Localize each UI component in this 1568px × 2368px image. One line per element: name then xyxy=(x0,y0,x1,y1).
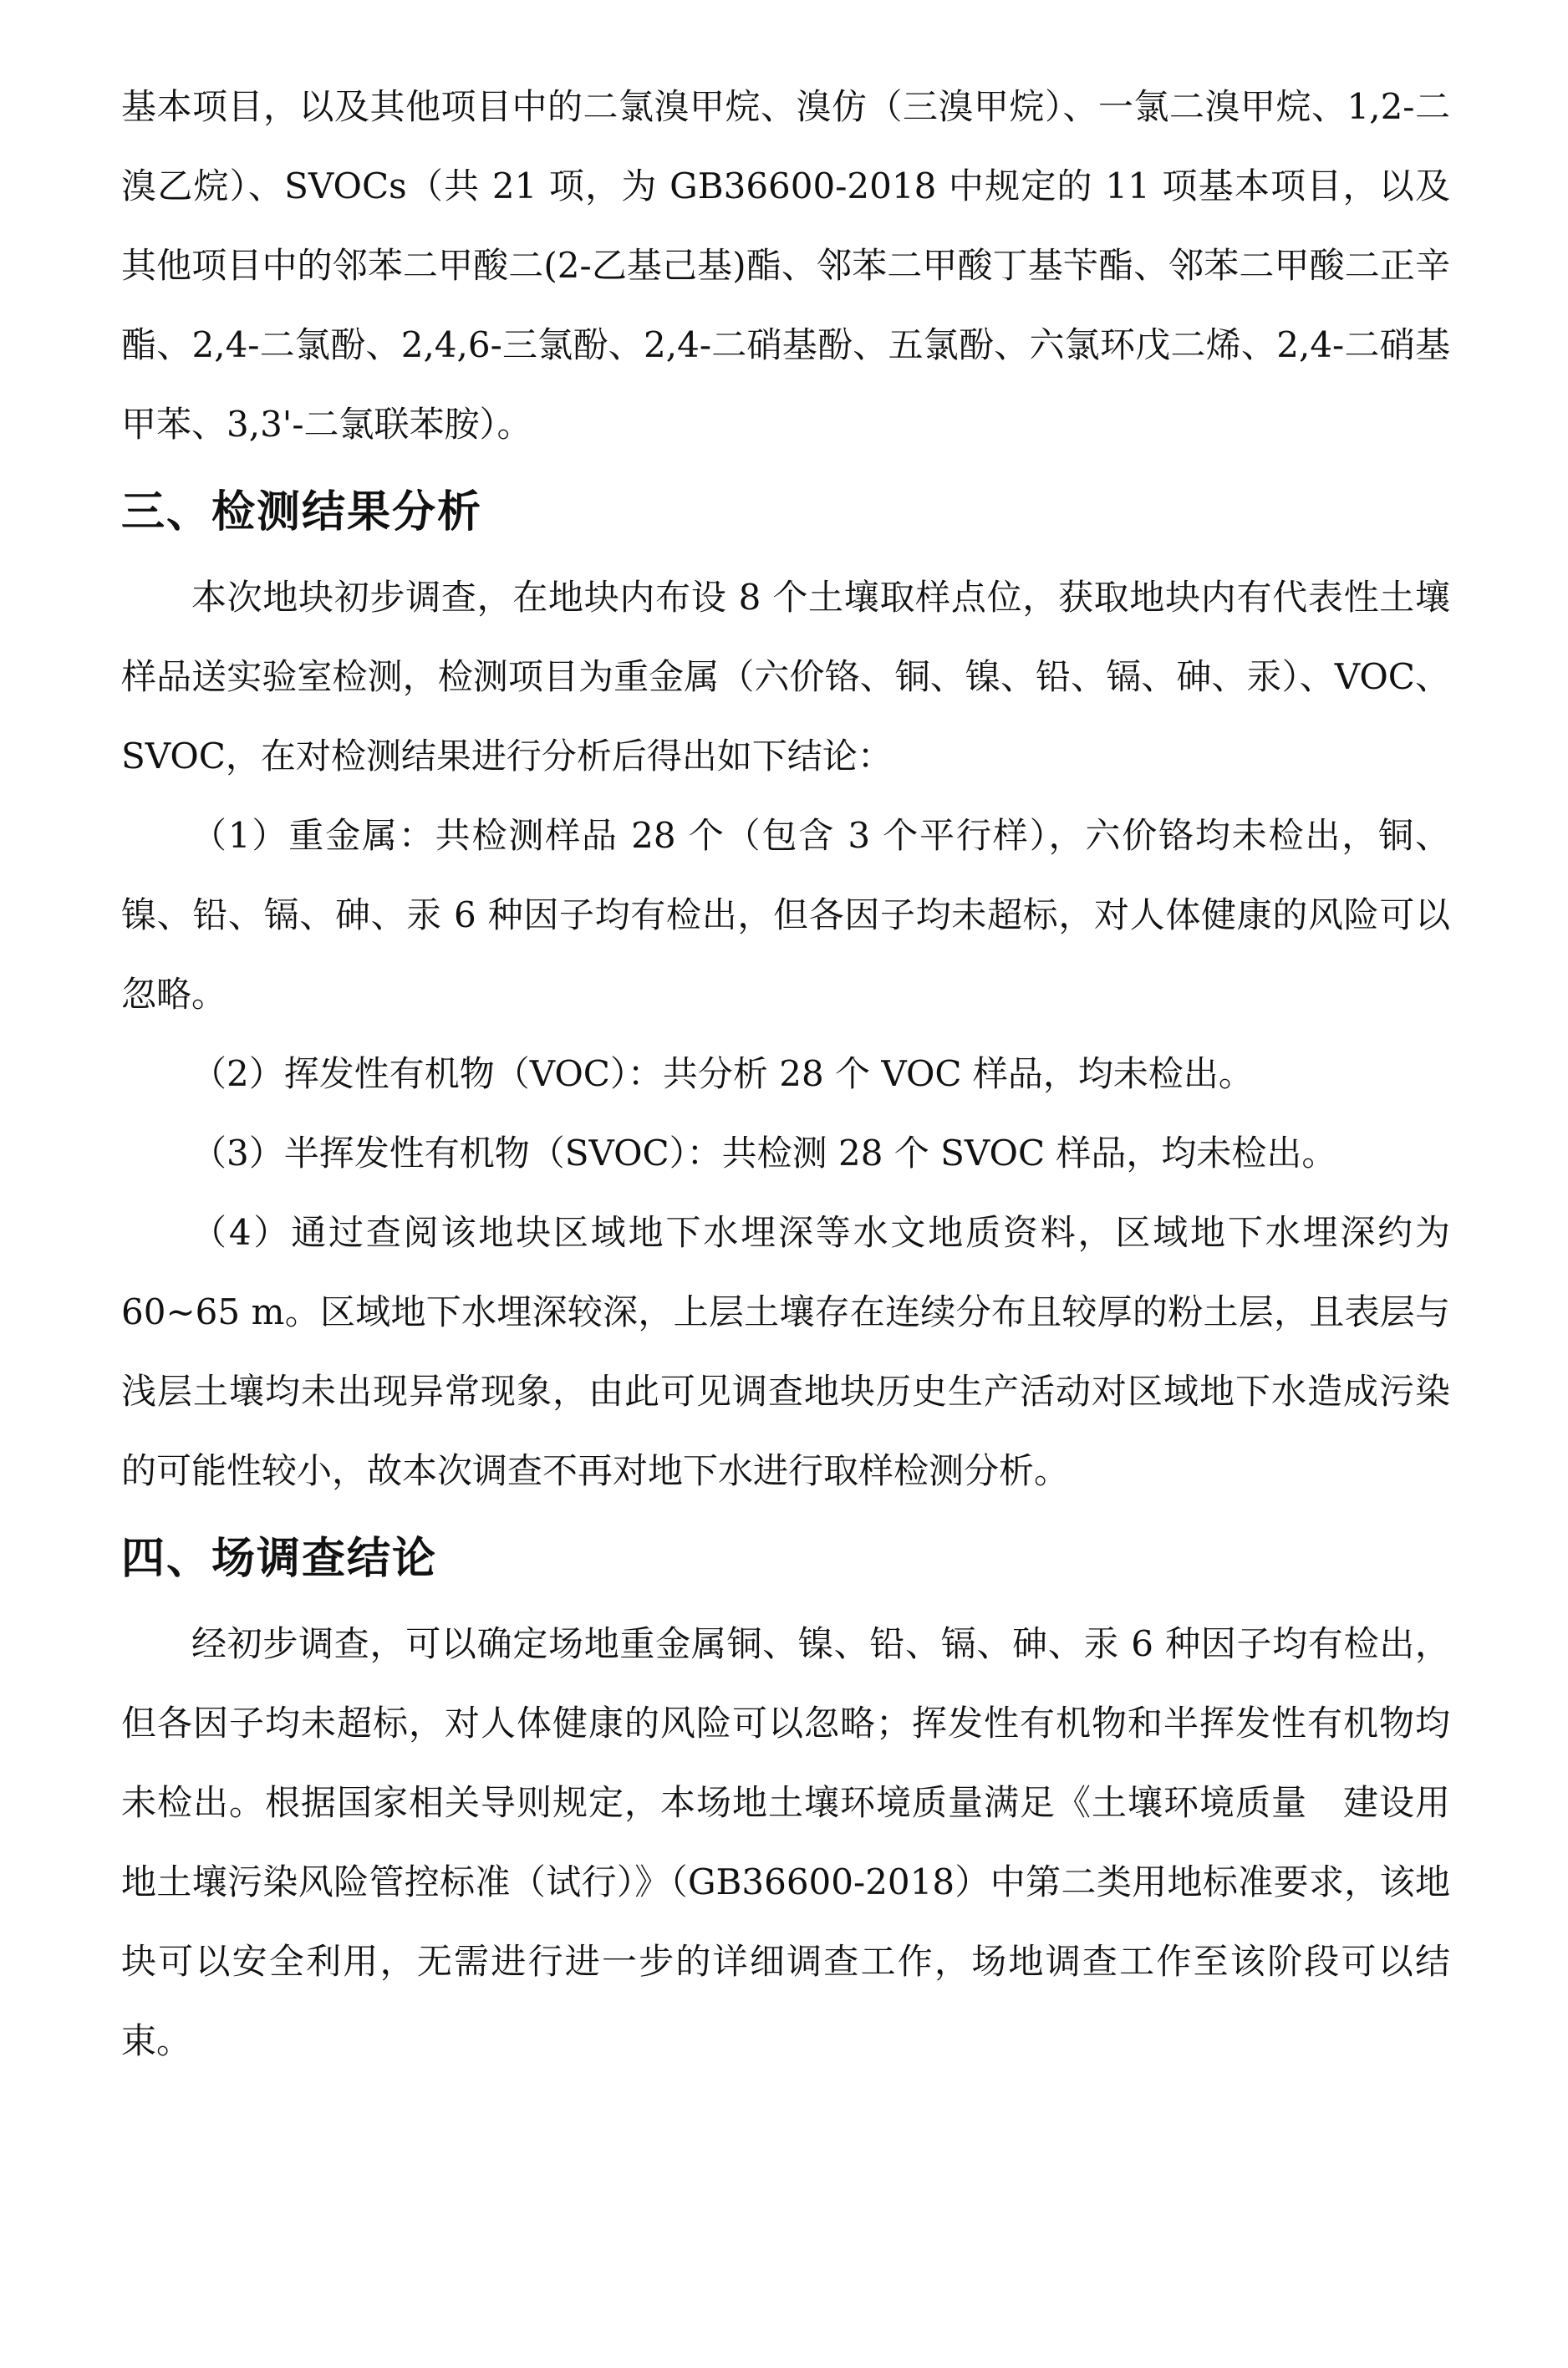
section-heading-conclusion: 四、场调查结论 xyxy=(121,1534,438,1584)
section-heading-results: 三、检测结果分析 xyxy=(121,487,483,537)
conclusion-paragraph: 经初步调查，可以确定场地重金属铜、镍、铅、镉、砷、汞 6 种因子均有检出，但各因子均未超标，对人体健康的风险可以忽略；挥发性有机物和半挥发性有机物均未检出。根据国家相关导则规定，本场地土壤环境质量满足《土壤环境质量 建设用地土壤污染风险管控标准（试行）》（GB36600-2018）中第二类用地标准要求，该地块可以安全利用，无需进行进一步的详细调查工作，场地调查工作至该阶段可以结束。 xyxy=(121,1623,1450,2061)
result-item-svoc: （3）半挥发性有机物（SVOC）：共检测 28 个 SVOC 样品，均未检出。 xyxy=(191,1133,1337,1174)
result-item-voc: （2）挥发性有机物（VOC）：共分析 28 个 VOC 样品，均未检出。 xyxy=(191,1053,1254,1094)
result-item-heavy-metals: （1）重金属：共检测样品 28 个（包含 3 个平行样），六价铬均未检出，铜、镍、铅、镉、砷、汞 6 种因子均有检出，但各因子均未超标，对人体健康的风险可以忽略。 xyxy=(121,815,1450,1015)
document-page xyxy=(121,67,1450,2080)
result-item-groundwater: （4）通过查阅该地块区域地下水埋深等水文地质资料，区域地下水埋深约为 60~65 m。区域地下水埋深较深，上层土壤存在连续分布且较厚的粉土层，且表层与浅层土壤均未出现异常现象，由此可见调查地块历史生产活动对区域地下水造成污染的可能性较小，故本次调查不再对地下水进行取样检测分析。 xyxy=(121,1212,1450,1491)
results-intro-paragraph: 本次地块初步调查，在地块内布设 8 个土壤取样点位，获取地块内有代表性土壤样品送实验室检测，检测项目为重金属（六价铬、铜、镍、铅、镉、砷、汞）、VOC、SVOC，在对检测结果进行分析后得出如下结论： xyxy=(121,577,1450,777)
continuation-paragraph: 基本项目，以及其他项目中的二氯溴甲烷、溴仿（三溴甲烷）、一氯二溴甲烷、1,2-二溴乙烷）、SVOCs（共 21 项，为 GB36600-2018 中规定的 11 项基本项目，以及其他项目中的邻苯二甲酸二(2-乙基己基)酯、邻苯二甲酸丁基苄酯、邻苯二甲酸二正辛酯、2,4-二氯酚、2,4,6-三氯酚、2,4-二硝基酚、五氯酚、六氯环戊二烯、2,4-二硝基甲苯、3,3'-二氯联苯胺）。 xyxy=(121,86,1450,445)
